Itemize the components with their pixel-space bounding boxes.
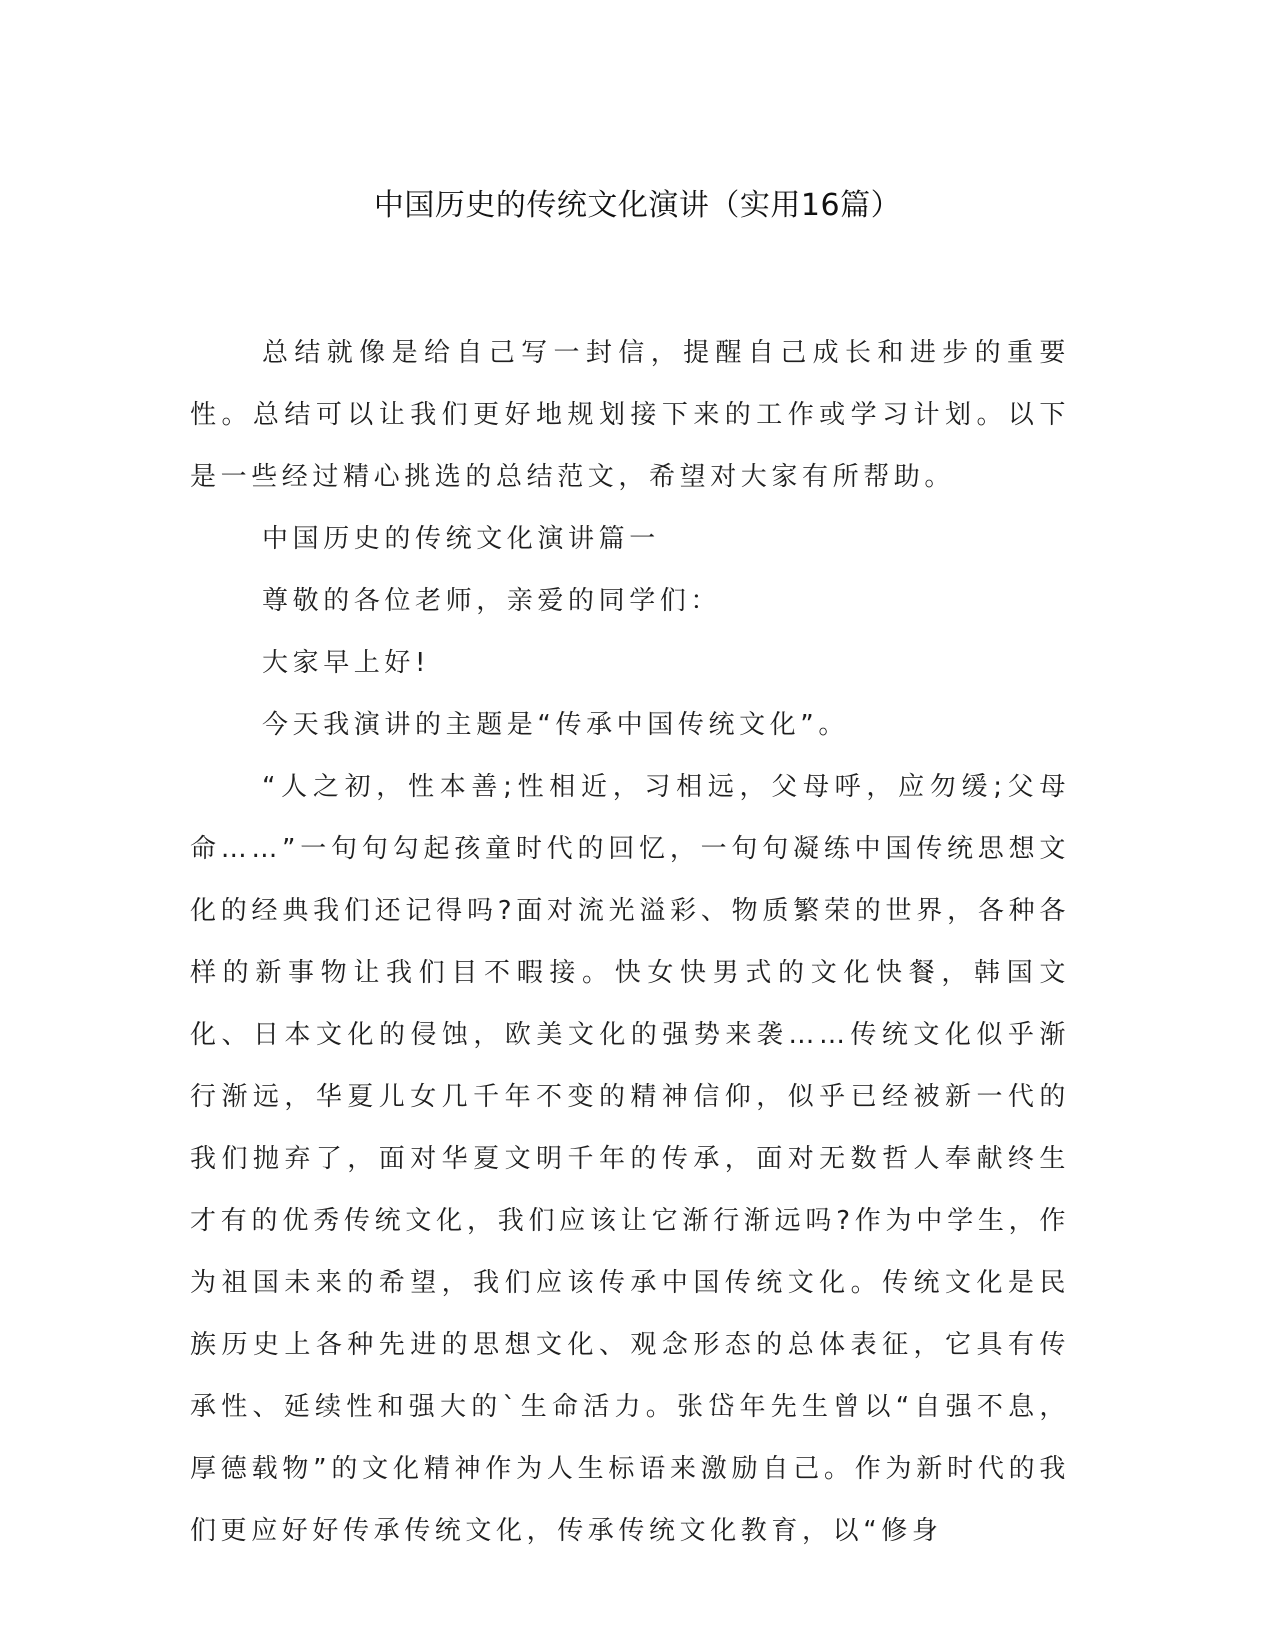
topic-paragraph: 今天我演讲的主题是“传承中国传统文化”。: [262, 710, 849, 740]
salutation: 尊敬的各位老师，亲爱的同学们：: [262, 586, 722, 616]
intro-paragraph: 总结就像是给自己写一封信，提醒自己成长和进步的重要性。总结可以让我们更好地规划接下来的工作或学习计划。以下是一些经过精心挑选的总结范文，希望对大家有所帮助。: [190, 338, 1070, 492]
body-paragraph: “人之初，性本善;性相近，习相远，父母呼，应勿缓;父母命……”一句句勾起孩童时代的回忆，一句句凝练中国传统思想文化的经典我们还记得吗?面对流光溢彩、物质繁荣的世界，各种各样的新事物让我们目不暇接。快女快男式的文化快餐，韩国文化、日本文化的侵蚀，欧美文化的强势来袭……传统文化似乎渐行渐远，华夏儿女几千年不变的精神信仰，似乎已经被新一代的我们抛弃了，面对华夏文明千年的传承，面对无数哲人奉献终生才有的优秀传统文化，我们应该让它渐行渐远吗?作为中学生，作为祖国未来的希望，我们应该传承中国传统文化。传统文化是民族历史上各种先进的思想文化、观念形态的总体表征，它具有传承性、延续性和强大的`生命活力。张岱年先生曾以“自强不息，厚德载物”的文化精神作为人生标语来激励自己。作为新时代的我们更应好好传承传统文化，传承传统文化教育，以“修身: [190, 772, 1070, 1546]
document-body: [190, 322, 1070, 1562]
section-heading: 中国历史的传统文化演讲篇一: [262, 524, 660, 554]
document-title: 中国历史的传统文化演讲（实用16篇）: [373, 188, 902, 223]
greeting: 大家早上好!: [262, 648, 431, 678]
